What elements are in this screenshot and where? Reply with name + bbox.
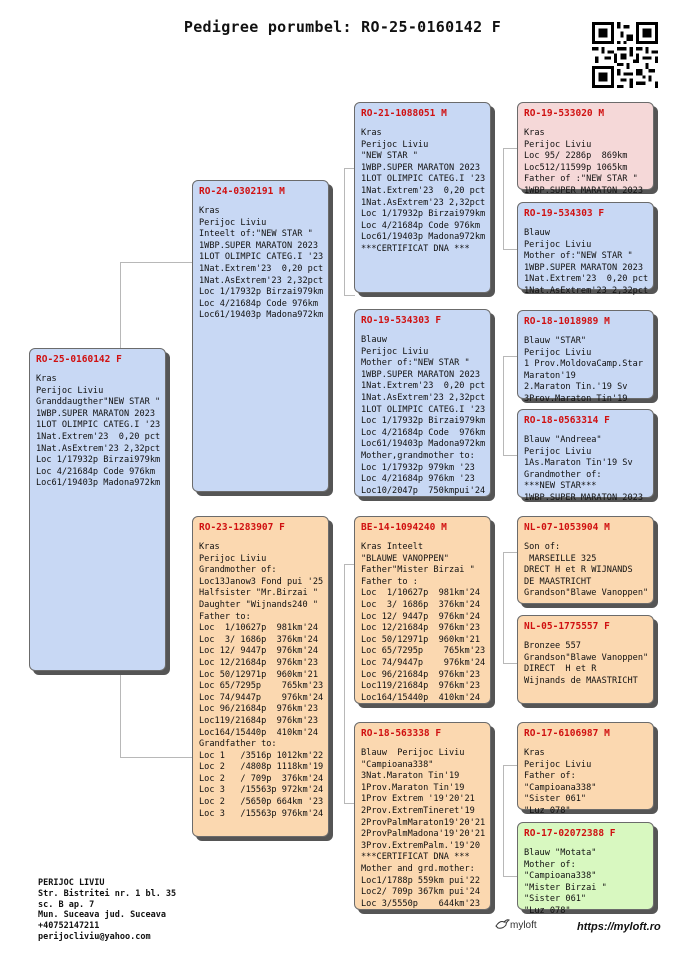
card-line: Loc 4/21684p Code 976km xyxy=(199,298,318,309)
card-line: Grandmother of: xyxy=(524,469,602,480)
card-line: Loc61/19403p Madona972km xyxy=(36,478,161,489)
card-line: Father"Mister Birzai " xyxy=(361,565,475,576)
card-line: Perijoc Liviu xyxy=(361,346,429,357)
card-line: Kras xyxy=(199,206,220,216)
pigeon-card-dam-sire[interactable] xyxy=(354,516,491,704)
ring-number: RO-21-1088051 M xyxy=(361,108,447,119)
card-line: Perijoc Liviu xyxy=(36,385,104,396)
card-line: Loc2/ 709p 367km pui'24 xyxy=(361,887,480,898)
card-line: 1Nat.AsExtrem'23 2,32pct xyxy=(199,275,324,286)
owner-info xyxy=(38,878,176,943)
card-line: Perijoc Liviu xyxy=(524,347,592,358)
ring-number: RO-18-1018989 M xyxy=(524,316,610,327)
card-line: "Campioana338" xyxy=(524,871,597,882)
card-line: perijocliviu@yahoo.com xyxy=(38,931,151,942)
card-line: ***CERTIFICAT DNA *** xyxy=(361,243,470,254)
card-line: "BLAUWE VANOPPEN" xyxy=(361,553,449,564)
card-line: 1Prov Extrem '19'20'21 xyxy=(361,794,475,805)
card-line: Daughter "Wijnands240 " xyxy=(199,599,318,610)
pigeon-card-sss[interactable] xyxy=(517,102,654,196)
card-line: Mother of: xyxy=(524,859,576,870)
card-line: Grandmother of: xyxy=(199,565,277,576)
card-line: Loc61/19403p Madona972km xyxy=(361,439,486,450)
card-line: Loc 2 /5650p 664km '23 xyxy=(199,797,324,808)
ring-number: RO-19-534303 F xyxy=(361,315,442,326)
brand-logo: myloft xyxy=(510,920,537,931)
card-line: 1WBP.SUPER MARATON 2023 xyxy=(524,492,643,503)
card-line: Perijoc Liviu xyxy=(524,759,592,770)
card-line: 1LOT OLIMPIC CATEG.I '23 xyxy=(199,252,324,263)
card-line: ***NEW STAR*** xyxy=(524,481,597,492)
card-lines xyxy=(199,206,322,322)
card-line: Loc 74/9447p 976km'24 xyxy=(361,657,486,668)
card-line: Loc 12/ 9447p 976km'24 xyxy=(361,611,480,622)
ring-number: RO-18-0563314 F xyxy=(524,415,610,426)
card-line: "Sister 061" xyxy=(524,894,587,905)
connector xyxy=(503,552,518,664)
card-lines xyxy=(524,848,647,918)
card-line: Perijoc Liviu xyxy=(524,239,592,250)
card-line: 1LOT OLIMPIC CATEG.I '23 xyxy=(36,420,161,431)
card-line: 1Nat.Extrem'23 0,20 pct xyxy=(361,381,486,392)
card-line: Wijnands de MAASTRICHT xyxy=(524,675,638,686)
card-line: Grandfather to: xyxy=(199,739,277,750)
card-line: Loc 1/17932p Birzai979km xyxy=(361,416,486,427)
card-line: Loc61/19403p Madona972km xyxy=(199,310,324,321)
card-line: Loc 4/21684p Code 976km xyxy=(361,427,486,438)
card-lines xyxy=(524,641,647,687)
card-line: "Luz 078" xyxy=(524,805,571,816)
pigeon-logo-icon xyxy=(494,916,510,932)
card-line: 1Nat.AsExtrem'23 2,32pct xyxy=(361,197,486,208)
card-line: 1Nat.Extrem'23 0,20 pct xyxy=(524,274,649,285)
card-line: 1WBP.SUPER MARATON 2023 xyxy=(361,369,480,380)
card-lines xyxy=(361,748,484,910)
card-line: Mun. Suceava jud. Suceava xyxy=(38,910,166,921)
card-lines xyxy=(524,542,647,600)
card-line: Mother and grd.mother: xyxy=(361,863,475,874)
card-line: 3Nat.Maraton Tin'19 xyxy=(361,771,460,782)
card-line: Father to: xyxy=(199,611,251,622)
card-line: Perijoc Liviu xyxy=(524,139,592,150)
card-line: Perijoc Liviu xyxy=(361,139,429,150)
page-title: Pedigree porumbel: RO-25-0160142 F xyxy=(183,18,502,36)
card-line: +40752147211 xyxy=(38,921,100,932)
card-line: Father of :"NEW STAR " xyxy=(524,174,638,185)
card-line: sc. B ap. 7 xyxy=(38,899,95,910)
card-line: Kras xyxy=(36,374,57,384)
card-line: Son of: xyxy=(524,542,561,552)
card-line: DRECT H et R WIJNANDS xyxy=(524,565,633,576)
card-line: 1WBP.SUPER MARATON 2023 xyxy=(361,162,480,173)
pigeon-card-sds[interactable] xyxy=(517,310,654,404)
card-line: 2Prov.ExtremTineret'19 xyxy=(361,805,475,816)
card-lines xyxy=(361,128,484,256)
ring-number: RO-19-534303 F xyxy=(524,208,605,219)
card-line: Granddaugther"NEW STAR " xyxy=(36,397,161,408)
pigeon-card-ddd[interactable] xyxy=(517,822,654,916)
card-line: Grandson"Blawe Vanoppen" xyxy=(524,652,649,663)
card-line: ***CERTIFICAT DNA *** xyxy=(361,852,470,863)
pigeon-card-dam-dam[interactable] xyxy=(354,722,491,910)
card-lines xyxy=(36,374,159,490)
card-line: Perijoc Liviu xyxy=(199,217,267,228)
card-line: "Campioana338" xyxy=(361,759,434,770)
card-line: Loc10/2047p 750kmpui'24 xyxy=(361,485,486,496)
card-line: Grandson"Blawe Vanoppen" xyxy=(524,588,649,599)
card-line: Loc 3/ 1686p 376km'24 xyxy=(199,634,318,645)
card-line: Str. Bistritei nr. 1 bl. 35 xyxy=(38,888,177,899)
card-line: Perijoc Liviu xyxy=(524,446,592,457)
card-line: Loc 1/10627p 981km'24 xyxy=(361,588,480,599)
ring-number: NL-05-1775557 F xyxy=(524,621,610,632)
connector xyxy=(120,262,193,349)
card-line: DIRECT H et R xyxy=(524,664,597,675)
card-line: Mother,grandmother to: xyxy=(361,450,475,461)
ring-number: BE-14-1094240 M xyxy=(361,522,447,533)
card-line: "NEW STAR " xyxy=(361,151,418,162)
card-line: Loc 4/21684p 976km '23 xyxy=(361,474,475,485)
card-line: Kras xyxy=(524,748,545,758)
card-line: "Sister 061" xyxy=(524,794,587,805)
card-line: MARSEILLE 325 xyxy=(524,553,597,564)
card-line: "Luz 078" xyxy=(524,905,571,916)
ring-number: NL-07-1053904 M xyxy=(524,522,610,533)
card-line: Loc119/21684p 976km'23 xyxy=(199,715,318,726)
connector xyxy=(503,356,518,456)
card-line: Loc 2 / 709p 376km'24 xyxy=(199,773,324,784)
card-line: 1Prov.Maraton Tin'19 xyxy=(361,782,465,793)
card-line: Loc 95/ 2286p 869km xyxy=(524,151,628,162)
card-line: Loc1/1788p 559km pui'22 xyxy=(361,875,480,886)
card-line: Blauw "Motata" xyxy=(524,848,597,858)
card-lines xyxy=(524,435,647,505)
card-line: Maraton'19 xyxy=(524,370,576,381)
ring-number: RO-23-1283907 F xyxy=(199,522,285,533)
pigeon-card-dss[interactable] xyxy=(517,516,654,604)
card-line: 2ProvPalmMaraton19'20'21 xyxy=(361,817,486,828)
pigeon-card-subject[interactable] xyxy=(29,348,166,671)
card-line: Kras xyxy=(361,128,382,138)
card-line: 1Nat.Extrem'23 0,20 pct xyxy=(199,263,324,274)
card-line: 1WBP.SUPER MARATON 2023 xyxy=(199,240,318,251)
card-line: Loc 3/ 1686p 376km'24 xyxy=(361,599,480,610)
card-lines xyxy=(361,542,484,704)
card-line: Loc 65/7295p 765km'23 xyxy=(361,646,486,657)
card-line: Perijoc Liviu xyxy=(199,553,267,564)
connector xyxy=(120,671,193,758)
card-line: Loc 50/12971p 960km'21 xyxy=(361,634,480,645)
card-line: 1WBP.SUPER MARATON 2023 xyxy=(524,185,643,196)
card-line: Loc164/15440p 410km'24 xyxy=(361,692,480,703)
card-line: "Mister Birzai " xyxy=(524,882,607,893)
card-line: 1As.Maraton Tin'19 Sv xyxy=(524,458,633,469)
card-line: Bronzee 557 xyxy=(524,641,581,651)
card-line: Loc 1/17932p Birzai979km xyxy=(361,209,486,220)
card-line: Kras xyxy=(199,542,220,552)
ring-number: RO-17-6106987 M xyxy=(524,728,610,739)
connector xyxy=(503,148,518,250)
ring-number: RO-18-563338 F xyxy=(361,728,442,739)
card-line: Loc 74/9447p 976km'24 xyxy=(199,692,324,703)
card-line: Loc 12/21684p 976km'23 xyxy=(361,623,480,634)
card-line: 1WBP.SUPER MARATON 2023 xyxy=(36,408,155,419)
card-line: Blauw xyxy=(361,335,387,345)
card-line: Loc 12/21684p 976km'23 xyxy=(199,657,318,668)
card-line: 1LOT OLIMPIC CATEG.I '23 xyxy=(361,404,486,415)
card-line: Loc 3/5550p 644km'23 xyxy=(361,898,480,909)
pigeon-card-sire-sire[interactable] xyxy=(354,102,491,293)
card-line: Blauw "Andreea" xyxy=(524,435,602,445)
card-line: Loc 50/12971p 960km'21 xyxy=(199,669,318,680)
card-line: 1Nat.AsExtrem'23 2,32pct xyxy=(361,392,486,403)
card-line: Loc 4/21684p Code 976km xyxy=(361,220,480,231)
card-line: Blauw "STAR" xyxy=(524,336,587,346)
card-line: Blauw xyxy=(524,228,550,238)
website-link[interactable]: https://myloft.ro xyxy=(577,921,661,933)
card-line: Loc13Janow3 Fond pui '25 xyxy=(199,576,324,587)
card-line: Kras Inteelt xyxy=(361,542,424,552)
qr-code xyxy=(592,22,658,88)
card-lines xyxy=(199,542,322,820)
card-line: Loc 1 /3516p 1012km'22 xyxy=(199,750,324,761)
card-line: 1Nat.AsExtrem'23 2,32pct xyxy=(524,285,649,296)
card-lines xyxy=(524,748,647,818)
card-line: DE MAASTRICHT xyxy=(524,576,592,587)
card-line: Inteelt of:"NEW STAR " xyxy=(199,229,313,240)
card-line: Mother of:"NEW STAR " xyxy=(524,251,633,262)
card-line: Loc61/19403p Madona972km xyxy=(361,232,486,243)
card-line: 1Nat.AsExtrem'23 2,32pct xyxy=(36,443,161,454)
ring-number: RO-19-533020 M xyxy=(524,108,605,119)
card-line: Loc 3 /15563p 976km'24 xyxy=(199,808,324,819)
card-line: Loc 1/17932p 979km '23 xyxy=(361,462,475,473)
connector xyxy=(503,765,518,877)
card-line: Loc 96/21684p 976km'23 xyxy=(199,704,318,715)
card-lines xyxy=(361,335,484,497)
card-line: 2.Maraton Tin.'19 Sv xyxy=(524,382,628,393)
card-line: Loc 96/21684p 976km'23 xyxy=(361,669,480,680)
card-line: Loc 1/17932p Birzai979km xyxy=(36,455,161,466)
pigeon-card-dsd[interactable] xyxy=(517,615,654,704)
card-line: Blauw Perijoc Liviu xyxy=(361,748,465,758)
card-line: 2ProvPalmMadona'19'20'21 xyxy=(361,829,486,840)
card-line: Loc 1/17932p Birzai979km xyxy=(199,287,324,298)
card-line: "Campioana338" xyxy=(524,782,597,793)
card-line: Kras xyxy=(524,128,545,138)
card-line: Loc 1/10627p 981km'24 xyxy=(199,623,318,634)
card-line: Loc 65/7295p 765km'23 xyxy=(199,681,324,692)
pigeon-card-sire-dam[interactable] xyxy=(354,309,491,497)
card-line: Loc 3 /15563p 972km'24 xyxy=(199,785,324,796)
ring-number: RO-17-02072388 F xyxy=(524,828,616,839)
card-line: 1LOT OLIMPIC CATEG.I '23 xyxy=(361,174,486,185)
card-line: Mother of:"NEW STAR " xyxy=(361,358,470,369)
card-line: Halfsister "Mr.Birzai " xyxy=(199,588,318,599)
card-line: 3Prov.ExtremPalm.'19'20 xyxy=(361,840,480,851)
card-line: 1WBP.SUPER MARATON 2023 xyxy=(524,262,643,273)
pigeon-card-ssd[interactable] xyxy=(517,202,654,296)
pigeon-card-sdd[interactable] xyxy=(517,409,654,503)
card-lines xyxy=(524,336,647,406)
pigeon-card-dds[interactable] xyxy=(517,722,654,816)
card-line: Father to : xyxy=(361,576,418,587)
card-line: Father of: xyxy=(524,771,576,782)
card-line: Loc 12/ 9447p 976km'24 xyxy=(199,646,318,657)
card-line: 1Nat.Extrem'23 0,20 pct xyxy=(361,185,486,196)
card-line: 3Prov.Maraton Tin'19 xyxy=(524,393,628,404)
card-lines xyxy=(524,228,647,298)
card-line: Loc 2 /4808p 1118km'19 xyxy=(199,762,324,773)
card-line: Loc512/11599p 1065km xyxy=(524,162,628,173)
card-line: PERIJOC LIVIU xyxy=(38,878,105,888)
card-line: 1 Prov.MoldovaCamp.Star xyxy=(524,359,643,370)
card-line: Loc 4/21684p Code 976km xyxy=(36,466,155,477)
pigeon-card-sire[interactable] xyxy=(192,180,329,492)
ring-number: RO-24-0302191 M xyxy=(199,186,285,197)
card-lines xyxy=(524,128,647,198)
card-line: Loc119/21684p 976km'23 xyxy=(361,681,480,692)
ring-number: RO-25-0160142 F xyxy=(36,354,122,365)
card-line: 1Nat.Extrem'23 0,20 pct xyxy=(36,431,161,442)
card-line: Loc164/15440p 410km'24 xyxy=(199,727,318,738)
pigeon-card-dam[interactable] xyxy=(192,516,329,837)
